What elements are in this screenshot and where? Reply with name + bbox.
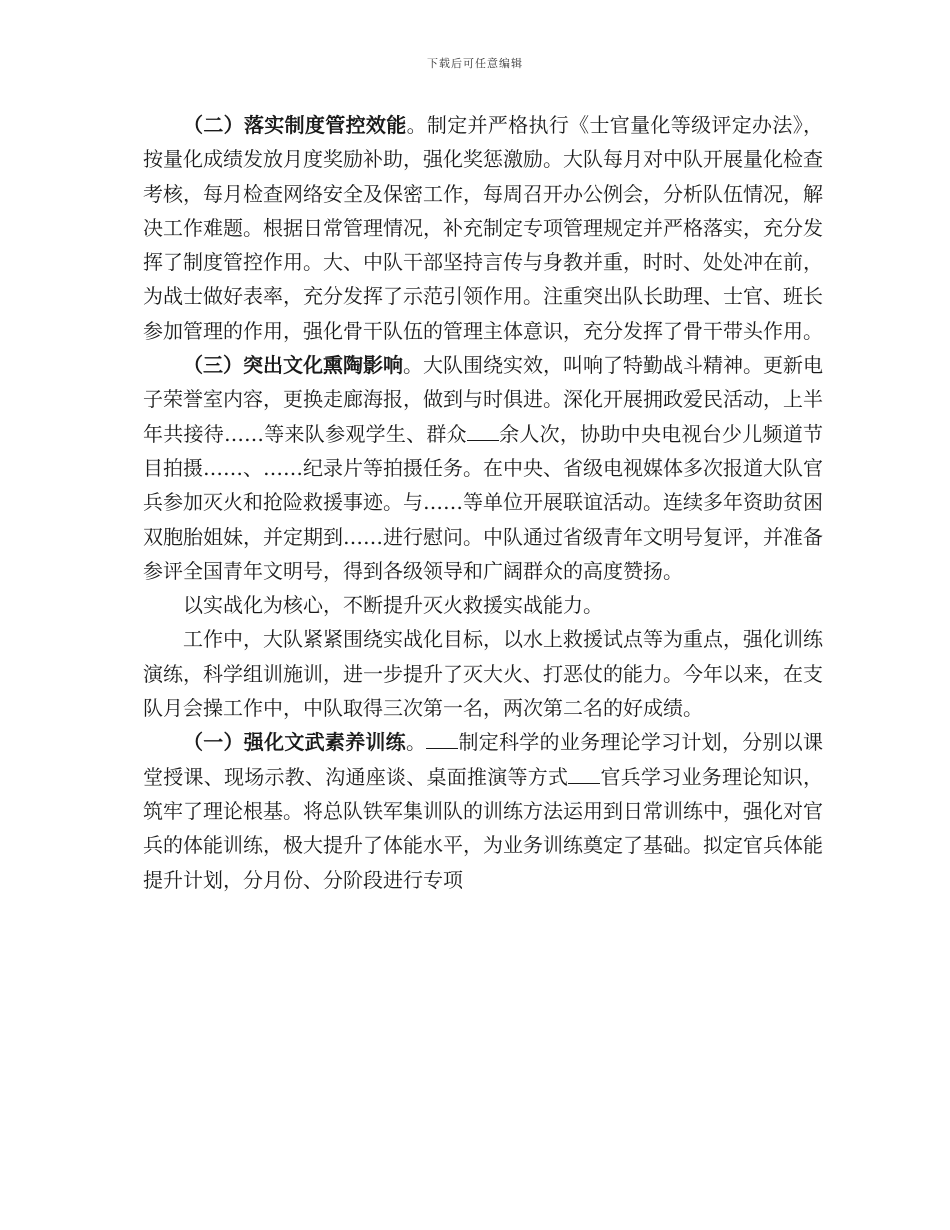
fill-in-blank: [426, 730, 458, 749]
section-heading: （二）落实制度管控效能: [183, 113, 407, 137]
section-heading: （三）突出文化熏陶影响: [183, 353, 403, 378]
paragraph-cultural-influence: [143, 348, 823, 588]
paragraph-institutional-control: [143, 108, 823, 348]
paragraph-text: 。大队围绕实效，叫响了特勤战斗精神。更新电子荣誉室内容，更换走廊海报，做到与时俱进。深化开展拥政爱民活动，上半年共接待……等来队参观学生、群众: [143, 353, 823, 446]
paragraph-text: 制定科学的业务理论学习计划，分别以课堂授课、现场示教、沟通座谈、桌面推演等方式: [143, 730, 824, 789]
fill-in-blank: [568, 765, 600, 784]
paragraph-text: 官兵学习业务理论知识，筑牢了理论根基。将总队铁军集训队的训练方法运用到日常训练中，强化对官兵的体能训练，极大提升了体能水平，为业务训练奠定了基础。拟定官兵体能提升计划，分月份、分阶段进行专项: [143, 764, 823, 892]
paragraph-text: 。: [405, 730, 427, 755]
paragraph-combat-core: [143, 588, 823, 622]
section-heading: （一）强化文武素养训练: [183, 730, 406, 755]
paragraph-text: 工作中，大队紧紧围绕实战化目标，以水上救援试点等为重点，强化训练演练，科学组训施训，进一步提升了灭大火、打恶仗的能力。今年以来，在支队月会操工作中，中队取得三次第一名，两次第二名的好成绩。: [143, 627, 823, 721]
paragraph-text: 。制定并严格执行《士官量化等级评定办法》，按量化成绩发放月度奖励补助，强化奖惩激励。大队每月对中队开展量化检查考核，每月检查网络安全及保密工作，每周召开办公例会，分析队伍情况，解决工作难题。根据日常管理情况，补充制定专项管理规定并严格落实，充分发挥了制度管控作用。大、中队干部坚持言传与身教并重，时时、处处冲在前，为战士做好表率，充分发挥了示范引领作用。注重突出队长助理、士官、班长参加管理的作用，强化骨干队伍的管理主体意识，充分发挥了骨干带头作用。: [143, 113, 824, 343]
paragraph-text: 以实战化为核心，不断提升灭火救援实战能力。: [183, 593, 603, 618]
paragraph-training: [143, 725, 823, 896]
document-body: [143, 108, 823, 897]
paragraph-work-summary: [143, 622, 823, 725]
paragraph-text: 余人次，协助中央电视台少儿频道节目拍摄……、……纪录片等拍摄任务。在中央、省级电视媒体多次报道大队官兵参加灭火和抢险救援事迹。与……等单位开展联谊活动。连续多年资助贫困双胞胎姐妹，并定期到……进行慰问。中队通过省级青年文明号复评，并准备参评全国青年文明号，得到各级领导和广阔群众的高度赞扬。: [143, 421, 824, 583]
page-header: 下载后可任意编辑: [427, 57, 523, 70]
fill-in-blank: [467, 422, 499, 441]
